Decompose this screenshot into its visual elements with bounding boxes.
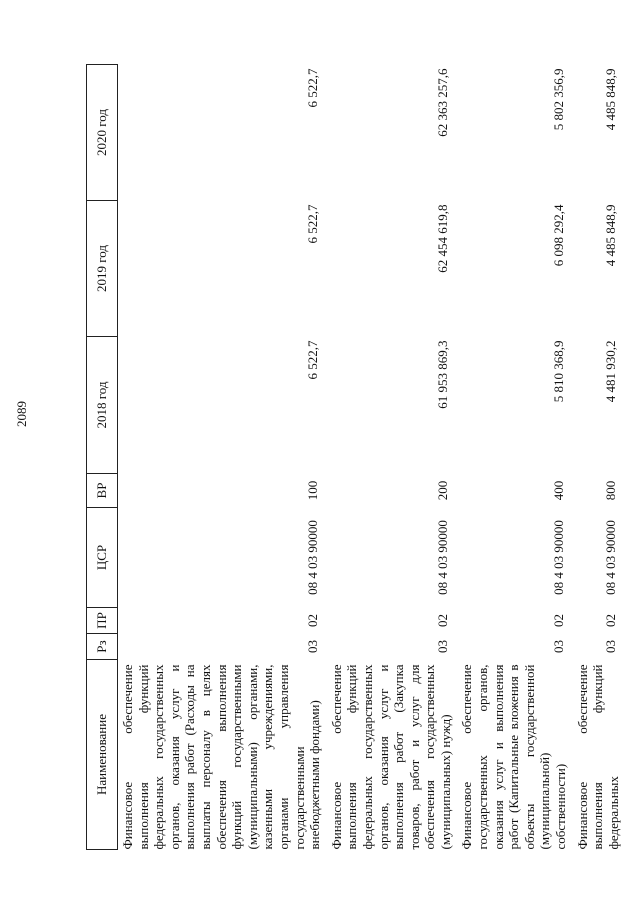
row-2020: 6 522,7 [304,68,320,108]
row-rz: 03 [550,640,566,653]
row-name: Финансовое обеспечение выполнения функций федеральных государственных органов, оказания услуг и выполнения работ (Расходы на выплаты персоналу в целях обеспечения выполнения функций государственными (муниципальными) органами, казенными учреждениями, органами управления государственными внебюджетными фондами) [120,664,323,850]
row-2018: 5 810 368,9 [550,340,566,403]
row-rz: 03 [304,640,320,653]
row-2020: 62 363 257,6 [435,68,451,137]
table-row [453,65,568,850]
row-vr: 800 [603,480,619,501]
row-csr: 08 4 03 90000 [304,520,320,595]
table-row [323,65,454,850]
header-name: Наименование [87,660,118,850]
row-csr: 08 4 03 90000 [435,520,451,595]
row-rz: 03 [435,640,451,653]
row-2019: 6 098 292,4 [550,204,566,267]
header-vr: ВР [87,474,118,508]
row-2018: 6 522,7 [304,340,320,380]
row-vr: 400 [550,480,566,501]
header-pr: ПР [87,608,118,634]
header-rz: Рз [87,634,118,660]
row-pr: 02 [304,614,320,627]
row-name: Финансовое обеспечение выполнения функций федеральных государственных органов, оказания услуг и выполнения работ (Закупка товаров, работ и услуг для обеспечения государственных (муниципальных) нужд) [328,664,453,850]
row-2019: 62 454 619,8 [435,204,451,273]
row-name: Финансовое обеспечение выполнения функций федеральных [574,664,621,850]
table-row [118,65,323,850]
header-2019: 2019 год [87,201,118,337]
header-2020: 2020 год [87,65,118,201]
budget-table-rotated [86,65,621,850]
page-number-text: 2089 [14,401,29,427]
header-2018: 2018 год [87,337,118,474]
row-vr: 100 [304,480,320,501]
row-pr: 02 [435,614,451,627]
row-pr: 02 [603,614,619,627]
row-2019: 6 522,7 [304,204,320,244]
row-2019: 4 485 848,9 [603,204,619,267]
row-csr: 08 4 03 90000 [550,520,566,595]
header-csr: ЦСР [87,508,118,608]
row-name: Финансовое обеспечение государственных органов, оказания услуг и выполнения работ (Капитальные вложения в объекты государственной (муниципальной) собственности) [459,664,569,850]
row-2018: 4 481 930,2 [603,340,619,403]
row-csr: 08 4 03 90000 [603,520,619,595]
row-2020: 5 802 356,9 [550,68,566,131]
row-2020: 4 485 848,9 [603,68,619,131]
table-header-row [87,65,118,850]
row-rz: 03 [603,640,619,653]
row-vr: 200 [435,480,451,501]
row-pr: 02 [550,614,566,627]
budget-table [86,64,621,850]
row-2018: 61 953 869,3 [435,340,451,409]
table-row [569,65,622,850]
